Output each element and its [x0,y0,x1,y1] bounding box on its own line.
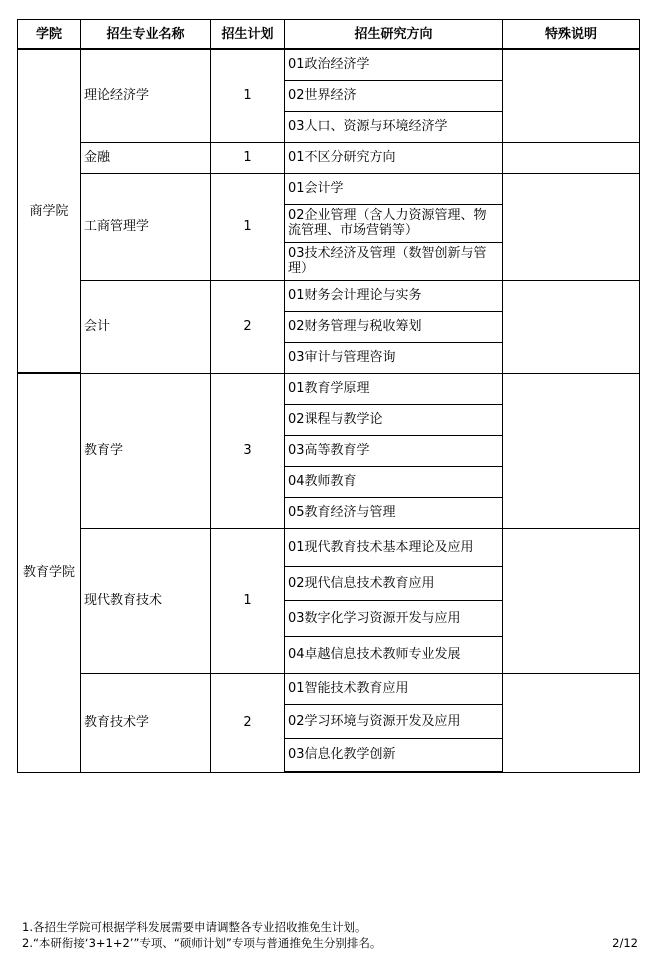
direction-cell: 03高等教育学 [285,435,503,466]
direction-cell: 03技术经济及管理（数智创新与管理） [285,242,503,280]
direction-cell: 05教育经济与管理 [285,497,503,528]
direction-cell: 01现代教育技术基本理论及应用 [285,528,503,566]
remarks-cell [503,280,640,373]
plan-cell: 1 [211,142,285,173]
direction-cell: 03数字化学习资源开发与应用 [285,600,503,636]
direction-cell: 01政治经济学 [285,49,503,80]
direction-cell: 03信息化教学创新 [285,738,503,772]
direction-cell: 04卓越信息技术教师专业发展 [285,636,503,673]
remarks-cell [503,142,640,173]
plan-cell: 2 [211,280,285,373]
page-number: 2/12 [612,936,638,950]
plan-cell: 1 [211,49,285,142]
plan-cell: 1 [211,173,285,280]
direction-cell: 03审计与管理咨询 [285,342,503,373]
direction-cell: 01会计学 [285,173,503,204]
footnote-1: 1.各招生学院可根据学科发展需要申请调整各专业招收推免生计划。 [22,920,367,934]
admission-plan-table [17,19,640,773]
major-cell: 理论经济学 [81,49,211,142]
header-remarks: 特殊说明 [503,20,640,50]
header-plan: 招生计划 [211,20,285,50]
major-cell: 会计 [81,280,211,373]
table-row [18,280,640,311]
major-cell: 工商管理学 [81,173,211,280]
direction-cell: 02现代信息技术教育应用 [285,566,503,600]
direction-cell: 01不区分研究方向 [285,142,503,173]
direction-cell: 01财务会计理论与实务 [285,280,503,311]
plan-cell: 3 [211,373,285,528]
table-row [18,373,640,404]
direction-cell: 02世界经济 [285,80,503,111]
direction-cell: 01智能技术教育应用 [285,673,503,704]
table-header-row [18,20,640,50]
remarks-cell [503,49,640,142]
direction-cell: 01教育学原理 [285,373,503,404]
header-major: 招生专业名称 [81,20,211,50]
remarks-cell [503,173,640,280]
direction-cell: 02企业管理（含人力资源管理、物流管理、市场营销等） [285,204,503,242]
major-cell: 教育技术学 [81,673,211,772]
remarks-cell [503,373,640,528]
major-cell: 现代教育技术 [81,528,211,673]
footnotes [22,919,381,951]
plan-cell: 2 [211,673,285,772]
major-cell: 金融 [81,142,211,173]
footnote-2: 2.“本研衔接‘3+1+2’”专项、“硕师计划”专项与普通推免生分别排名。 [22,936,382,950]
direction-cell: 02课程与教学论 [285,404,503,435]
table-row [18,49,640,80]
remarks-cell [503,673,640,772]
remarks-cell [503,528,640,673]
table-row [18,173,640,204]
direction-cell: 02学习环境与资源开发及应用 [285,704,503,738]
school-cell: 商学院 [18,49,81,373]
table-row [18,673,640,704]
table-row [18,142,640,173]
header-direction: 招生研究方向 [285,20,503,50]
plan-cell: 1 [211,528,285,673]
direction-cell: 04教师教育 [285,466,503,497]
table-row [18,528,640,566]
school-cell: 教育学院 [18,373,81,772]
major-cell: 教育学 [81,373,211,528]
header-school: 学院 [18,20,81,50]
direction-cell: 02财务管理与税收筹划 [285,311,503,342]
direction-cell: 03人口、资源与环境经济学 [285,111,503,142]
